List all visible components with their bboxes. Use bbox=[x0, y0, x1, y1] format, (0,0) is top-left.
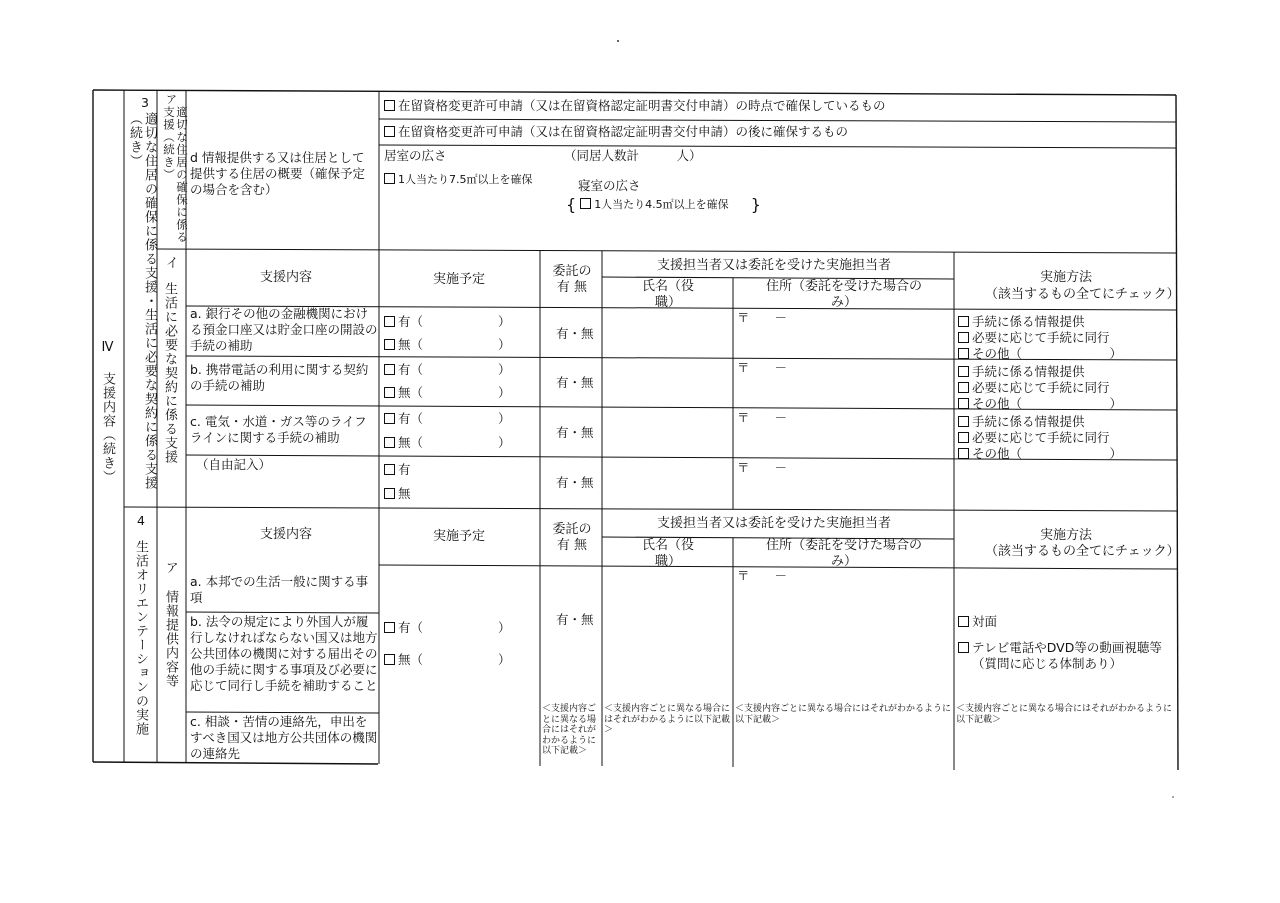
checkbox[interactable] bbox=[958, 642, 969, 653]
sec4-header-name: 氏名（役職） bbox=[642, 538, 695, 569]
option-label: 無（ ） bbox=[398, 337, 511, 352]
checkbox[interactable] bbox=[384, 622, 395, 633]
option-label: 有（ ） bbox=[398, 411, 511, 426]
bedroom-area-label: 寝室の広さ bbox=[578, 178, 641, 193]
option-label: 無（ ） bbox=[398, 385, 511, 400]
cohabitants-count: （同居人数計 人） bbox=[564, 148, 702, 163]
checkbox[interactable] bbox=[384, 464, 395, 475]
header-method: 実施方法 bbox=[1040, 270, 1093, 285]
checkbox[interactable] bbox=[958, 332, 969, 343]
bracket-close: } bbox=[750, 195, 761, 214]
header-commission: 委託の有 無 bbox=[552, 264, 592, 295]
sec4-commission[interactable]: 有・無 bbox=[556, 612, 594, 627]
sec3-i-title: 生活に必要な契約に係る支援 bbox=[162, 282, 177, 464]
checkbox[interactable] bbox=[384, 364, 395, 375]
row3-c-content: c. 電気・水道・ガス等のライフラインに関する手続の補助 bbox=[190, 414, 367, 445]
row3-c-method-accompany[interactable] bbox=[958, 430, 1110, 446]
row3-a-yes[interactable] bbox=[384, 314, 511, 330]
sec4-postal[interactable]: 〒 － bbox=[737, 568, 788, 583]
option-label: 必要に応じて手続に同行 bbox=[972, 430, 1110, 445]
checkbox[interactable] bbox=[384, 126, 395, 137]
sec3-number: 3 bbox=[141, 95, 149, 110]
row3-b-method-info[interactable] bbox=[958, 364, 1085, 380]
sec4-header-commission: 委託の有 無 bbox=[552, 522, 592, 553]
sec3-a-title: 適切な住居の確保に係る支援（続き） bbox=[162, 106, 189, 244]
row3-c-no[interactable] bbox=[384, 435, 511, 451]
checkbox[interactable] bbox=[384, 654, 395, 665]
row3-c-method-other[interactable] bbox=[958, 446, 1122, 462]
sec4-note-name: ＜支援内容ごとに異なる場合にはそれがわかるように以下記載＞ bbox=[604, 704, 731, 735]
row3-b-no[interactable] bbox=[384, 385, 511, 401]
row3-a-method-info[interactable] bbox=[958, 314, 1085, 330]
sec4-header-address: 住所（委託を受けた場合のみ） bbox=[765, 538, 922, 569]
room-area-label: 居室の広さ bbox=[384, 148, 447, 163]
sec4-header-method-sub: （該当するもの全てにチェック） bbox=[985, 544, 1180, 559]
sec4-number: 4 bbox=[137, 513, 145, 528]
checkbox[interactable] bbox=[384, 413, 395, 424]
checkbox[interactable] bbox=[958, 348, 969, 359]
checkbox[interactable] bbox=[958, 398, 969, 409]
sec4-a-title: 情報提供内容等 bbox=[163, 590, 178, 688]
option-label: 有（ ） bbox=[398, 314, 511, 329]
per-person-area-option[interactable] bbox=[384, 172, 533, 188]
option-label: テレビ電話やDVD等の動画視聴等 bbox=[972, 640, 1162, 655]
sec4-note-address: ＜支援内容ごとに異なる場合にはそれがわかるように以下記載＞ bbox=[735, 704, 952, 725]
sec4-header-schedule: 実施予定 bbox=[433, 529, 486, 544]
checkbox[interactable] bbox=[384, 488, 395, 499]
sec4-item-b: b. 法令の規定により外国人が履行しなければならない国又は地方公共団体の機関に対する届出その他の手続に関する事項及び必要に応じて同行し手続を補助すること bbox=[190, 614, 378, 693]
option-label: 手続に係る情報提供 bbox=[972, 314, 1085, 329]
row3-free-no[interactable] bbox=[384, 486, 411, 502]
sec3-title: 適切な住居の確保に係る支援・生活に必要な契約に係る支援（続き） bbox=[127, 112, 157, 490]
option-label: 1人当たり7.5㎡以上を確保 bbox=[398, 173, 533, 186]
sec4-note-method: ＜支援内容ごとに異なる場合にはそれがわかるように以下記載＞ bbox=[956, 704, 1173, 725]
checkbox[interactable] bbox=[958, 616, 969, 627]
row3-c-method-info[interactable] bbox=[958, 414, 1085, 430]
row3-a-no[interactable] bbox=[384, 337, 511, 353]
row3-b-postal[interactable]: 〒 － bbox=[737, 360, 788, 375]
option-label: 在留資格変更許可申請（又は在留資格認定証明書交付申請）の後に確保するもの bbox=[398, 124, 849, 139]
header-schedule: 実施予定 bbox=[433, 272, 486, 287]
sec3-i-label: イ bbox=[166, 255, 179, 270]
option-label: 必要に応じて手続に同行 bbox=[972, 380, 1110, 395]
row3-a-method-accompany[interactable] bbox=[958, 330, 1110, 346]
row3-b-method-accompany[interactable] bbox=[958, 380, 1110, 396]
header-address: 住所（委託を受けた場合のみ） bbox=[765, 279, 922, 310]
section-iv-numeral: Ⅳ bbox=[100, 340, 115, 356]
sec4-note-commission: ＜支援内容ごとに異なる場合にはそれがわかるように以下記載＞ bbox=[542, 704, 597, 756]
checkbox[interactable] bbox=[958, 432, 969, 443]
sec4-no[interactable] bbox=[384, 652, 511, 668]
option-label: 有（ ） bbox=[398, 362, 511, 377]
sec3-a-label: ア bbox=[166, 93, 177, 106]
row3-b-method-other[interactable] bbox=[958, 396, 1122, 412]
row3-free-entry: （自由記入） bbox=[196, 457, 272, 472]
checkbox[interactable] bbox=[384, 387, 395, 398]
sec4-method-video[interactable] bbox=[958, 640, 1162, 656]
bedroom-area-option[interactable] bbox=[566, 197, 761, 213]
checkbox[interactable] bbox=[384, 316, 395, 327]
option-label: 1人当たり4.5㎡以上を確保 bbox=[594, 198, 729, 211]
option-label: 無（ ） bbox=[398, 435, 511, 450]
checkbox[interactable] bbox=[384, 173, 395, 184]
option-secured-at-application[interactable] bbox=[384, 98, 886, 114]
row3-b-commission[interactable]: 有・無 bbox=[556, 375, 594, 390]
row3-free-commission[interactable]: 有・無 bbox=[556, 475, 594, 490]
checkbox[interactable] bbox=[958, 316, 969, 327]
sec4-method-in-person[interactable] bbox=[958, 614, 997, 630]
sec4-yes[interactable] bbox=[384, 620, 511, 636]
option-label: 有（ ） bbox=[398, 620, 511, 635]
checkbox[interactable] bbox=[580, 198, 591, 209]
checkbox[interactable] bbox=[384, 437, 395, 448]
row3-a-postal[interactable]: 〒 － bbox=[737, 310, 788, 325]
bracket-open: { bbox=[566, 195, 577, 214]
option-label: 無 bbox=[398, 486, 411, 501]
checkbox[interactable] bbox=[384, 100, 395, 111]
sec4-method-video-sub: （質問に応じる体制あり） bbox=[972, 656, 1123, 671]
row3-a-content: a. 銀行その他の金融機関における預金口座又は貯金口座の開設の手続の補助 bbox=[190, 306, 378, 353]
checkbox[interactable] bbox=[958, 366, 969, 377]
sec4-header-method: 実施方法 bbox=[1040, 528, 1093, 543]
row3-free-yes[interactable] bbox=[384, 462, 411, 478]
sec4-header-person-in-charge: 支援担当者又は委託を受けた実施担当者 bbox=[657, 516, 892, 531]
sec4-item-c: c. 相談・苦情の連絡先，申出をすべき国又は地方公共団体の機関の連絡先 bbox=[190, 714, 378, 761]
option-label: 必要に応じて手続に同行 bbox=[972, 330, 1110, 345]
checkbox[interactable] bbox=[958, 382, 969, 393]
sec4-a-label: ア bbox=[166, 560, 179, 575]
row3-c-postal[interactable]: 〒 － bbox=[737, 410, 788, 425]
sec4-title: 生活オリエンテーションの実施 bbox=[133, 540, 148, 736]
option-label: 対面 bbox=[972, 614, 998, 629]
row3-free-postal[interactable]: 〒 － bbox=[737, 460, 788, 475]
option-label: 手続に係る情報提供 bbox=[972, 414, 1085, 429]
option-label: 手続に係る情報提供 bbox=[972, 364, 1085, 379]
row3-a-commission[interactable]: 有・無 bbox=[556, 326, 594, 341]
header-name: 氏名（役職） bbox=[642, 279, 695, 310]
header-person-in-charge: 支援担当者又は委託を受けた実施担当者 bbox=[657, 258, 892, 273]
header-content: 支援内容 bbox=[260, 270, 313, 285]
row3-c-yes[interactable] bbox=[384, 411, 511, 427]
row3-b-yes[interactable] bbox=[384, 362, 511, 378]
header-method-sub: （該当するもの全てにチェック） bbox=[985, 287, 1180, 302]
option-label: その他（ ） bbox=[972, 446, 1123, 461]
option-label: 在留資格変更許可申請（又は在留資格認定証明書交付申請）の時点で確保しているもの bbox=[398, 98, 886, 113]
section-iv-label bbox=[100, 340, 115, 356]
d-title: d 情報提供する又は住居として提供する住居の概要（確保予定の場合を含む） bbox=[190, 150, 366, 197]
option-label: その他（ ） bbox=[972, 346, 1123, 361]
sec4-header-content: 支援内容 bbox=[260, 527, 313, 542]
option-label: 有 bbox=[398, 462, 411, 477]
row3-a-method-other[interactable] bbox=[958, 346, 1122, 362]
row3-c-commission[interactable]: 有・無 bbox=[556, 425, 594, 440]
section-iv-title: 支援内容（続き） bbox=[100, 372, 115, 484]
option-label: その他（ ） bbox=[972, 396, 1123, 411]
row3-b-content: b. 携帯電話の利用に関する契約の手続の補助 bbox=[190, 362, 369, 393]
checkbox[interactable] bbox=[958, 448, 969, 459]
checkbox[interactable] bbox=[958, 416, 969, 427]
option-secured-after-application[interactable] bbox=[384, 124, 848, 140]
sec4-item-a: a. 本邦での生活一般に関する事項 bbox=[190, 574, 369, 605]
option-label: 無（ ） bbox=[398, 652, 511, 667]
checkbox[interactable] bbox=[384, 339, 395, 350]
